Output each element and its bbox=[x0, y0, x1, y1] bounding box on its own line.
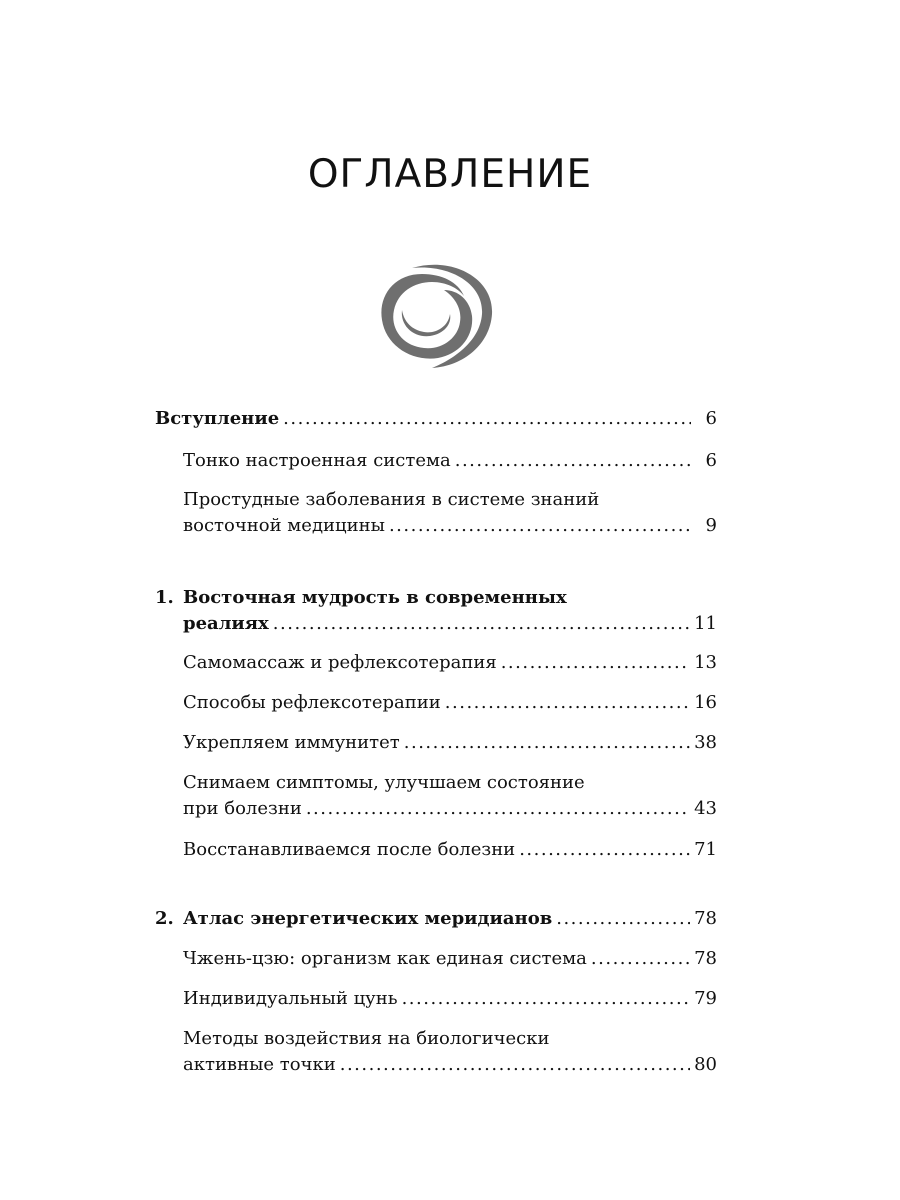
dot-leader bbox=[306, 796, 690, 822]
toc-entry-title: реалиях bbox=[183, 613, 269, 634]
toc-entry[interactable] bbox=[155, 946, 717, 972]
dot-leader bbox=[556, 906, 690, 932]
toc-entry[interactable] bbox=[155, 650, 717, 676]
page-title: ОГЛАВЛЕНИЕ bbox=[307, 152, 593, 197]
toc-entry-title-line: Снимаем симптомы, улучшаем состояние bbox=[183, 772, 585, 793]
dot-leader bbox=[283, 406, 691, 432]
dot-leader bbox=[404, 730, 690, 756]
dot-leader bbox=[455, 448, 691, 474]
toc-entry[interactable] bbox=[155, 448, 717, 474]
dot-leader bbox=[501, 650, 690, 676]
toc-entry-title: Восстанавливаемся после болезни bbox=[183, 839, 516, 860]
toc-entry-title: Самомассаж и рефлексотерапия bbox=[183, 652, 497, 673]
dot-leader bbox=[519, 837, 690, 863]
toc-entry-title: Способы рефлексотерапии bbox=[183, 692, 441, 713]
toc-chapter-2[interactable] bbox=[155, 906, 717, 932]
toc-page-number: 16 bbox=[694, 692, 717, 713]
dot-leader bbox=[273, 611, 690, 637]
toc-entry-title: Атлас энергетических меридианов bbox=[183, 908, 553, 929]
toc-entry[interactable] bbox=[155, 487, 717, 539]
toc-entry-title-line: Восточная мудрость в современных bbox=[183, 587, 567, 608]
toc-entry-title: Тонко настроенная система bbox=[183, 450, 451, 471]
toc-entry[interactable] bbox=[155, 1026, 717, 1078]
toc-page-number: 43 bbox=[694, 798, 717, 819]
toc-entry-title: Вступление bbox=[155, 408, 280, 429]
toc-entry-title: Укрепляем иммунитет bbox=[183, 732, 400, 753]
dot-leader bbox=[389, 513, 691, 539]
toc-page-number: 38 bbox=[694, 732, 717, 753]
chapter-number: 1. bbox=[155, 587, 174, 608]
dot-leader bbox=[445, 690, 690, 716]
toc-entry[interactable] bbox=[155, 690, 717, 716]
toc-entry[interactable] bbox=[155, 837, 717, 863]
toc-entry-title: при болезни bbox=[183, 798, 302, 819]
toc-entry-title-line: Простудные заболевания в системе знаний bbox=[183, 489, 600, 510]
toc-entry-title: активные точки bbox=[183, 1054, 336, 1075]
dot-leader bbox=[591, 946, 690, 972]
swirl-logo-icon bbox=[372, 262, 498, 372]
dot-leader bbox=[340, 1052, 690, 1078]
toc-entry[interactable] bbox=[155, 986, 717, 1012]
toc-page-number: 80 bbox=[694, 1054, 717, 1075]
toc-page-number: 78 bbox=[694, 948, 717, 969]
toc-page-number: 6 bbox=[705, 450, 717, 471]
toc-chapter-1[interactable] bbox=[155, 585, 717, 637]
toc-page-number: 6 bbox=[705, 408, 717, 429]
toc-entry-intro[interactable] bbox=[155, 406, 717, 432]
toc-entry[interactable] bbox=[155, 730, 717, 756]
toc-page-number: 71 bbox=[694, 839, 717, 860]
toc-entry[interactable] bbox=[155, 770, 717, 822]
toc-entry-title: Чжень-цзю: организм как единая система bbox=[183, 948, 587, 969]
dot-leader bbox=[402, 986, 691, 1012]
toc-page-number: 11 bbox=[694, 613, 717, 634]
toc-page-number: 9 bbox=[705, 515, 717, 536]
toc-entry-title-line: Методы воздействия на биологически bbox=[183, 1028, 550, 1049]
toc-page-number: 78 bbox=[694, 908, 717, 929]
chapter-number: 2. bbox=[155, 908, 174, 929]
toc-page-number: 79 bbox=[694, 988, 717, 1009]
toc-entry-title: восточной медицины bbox=[183, 515, 385, 536]
toc-entry-title: Индивидуальный цунь bbox=[183, 988, 398, 1009]
toc-page-number: 13 bbox=[694, 652, 717, 673]
